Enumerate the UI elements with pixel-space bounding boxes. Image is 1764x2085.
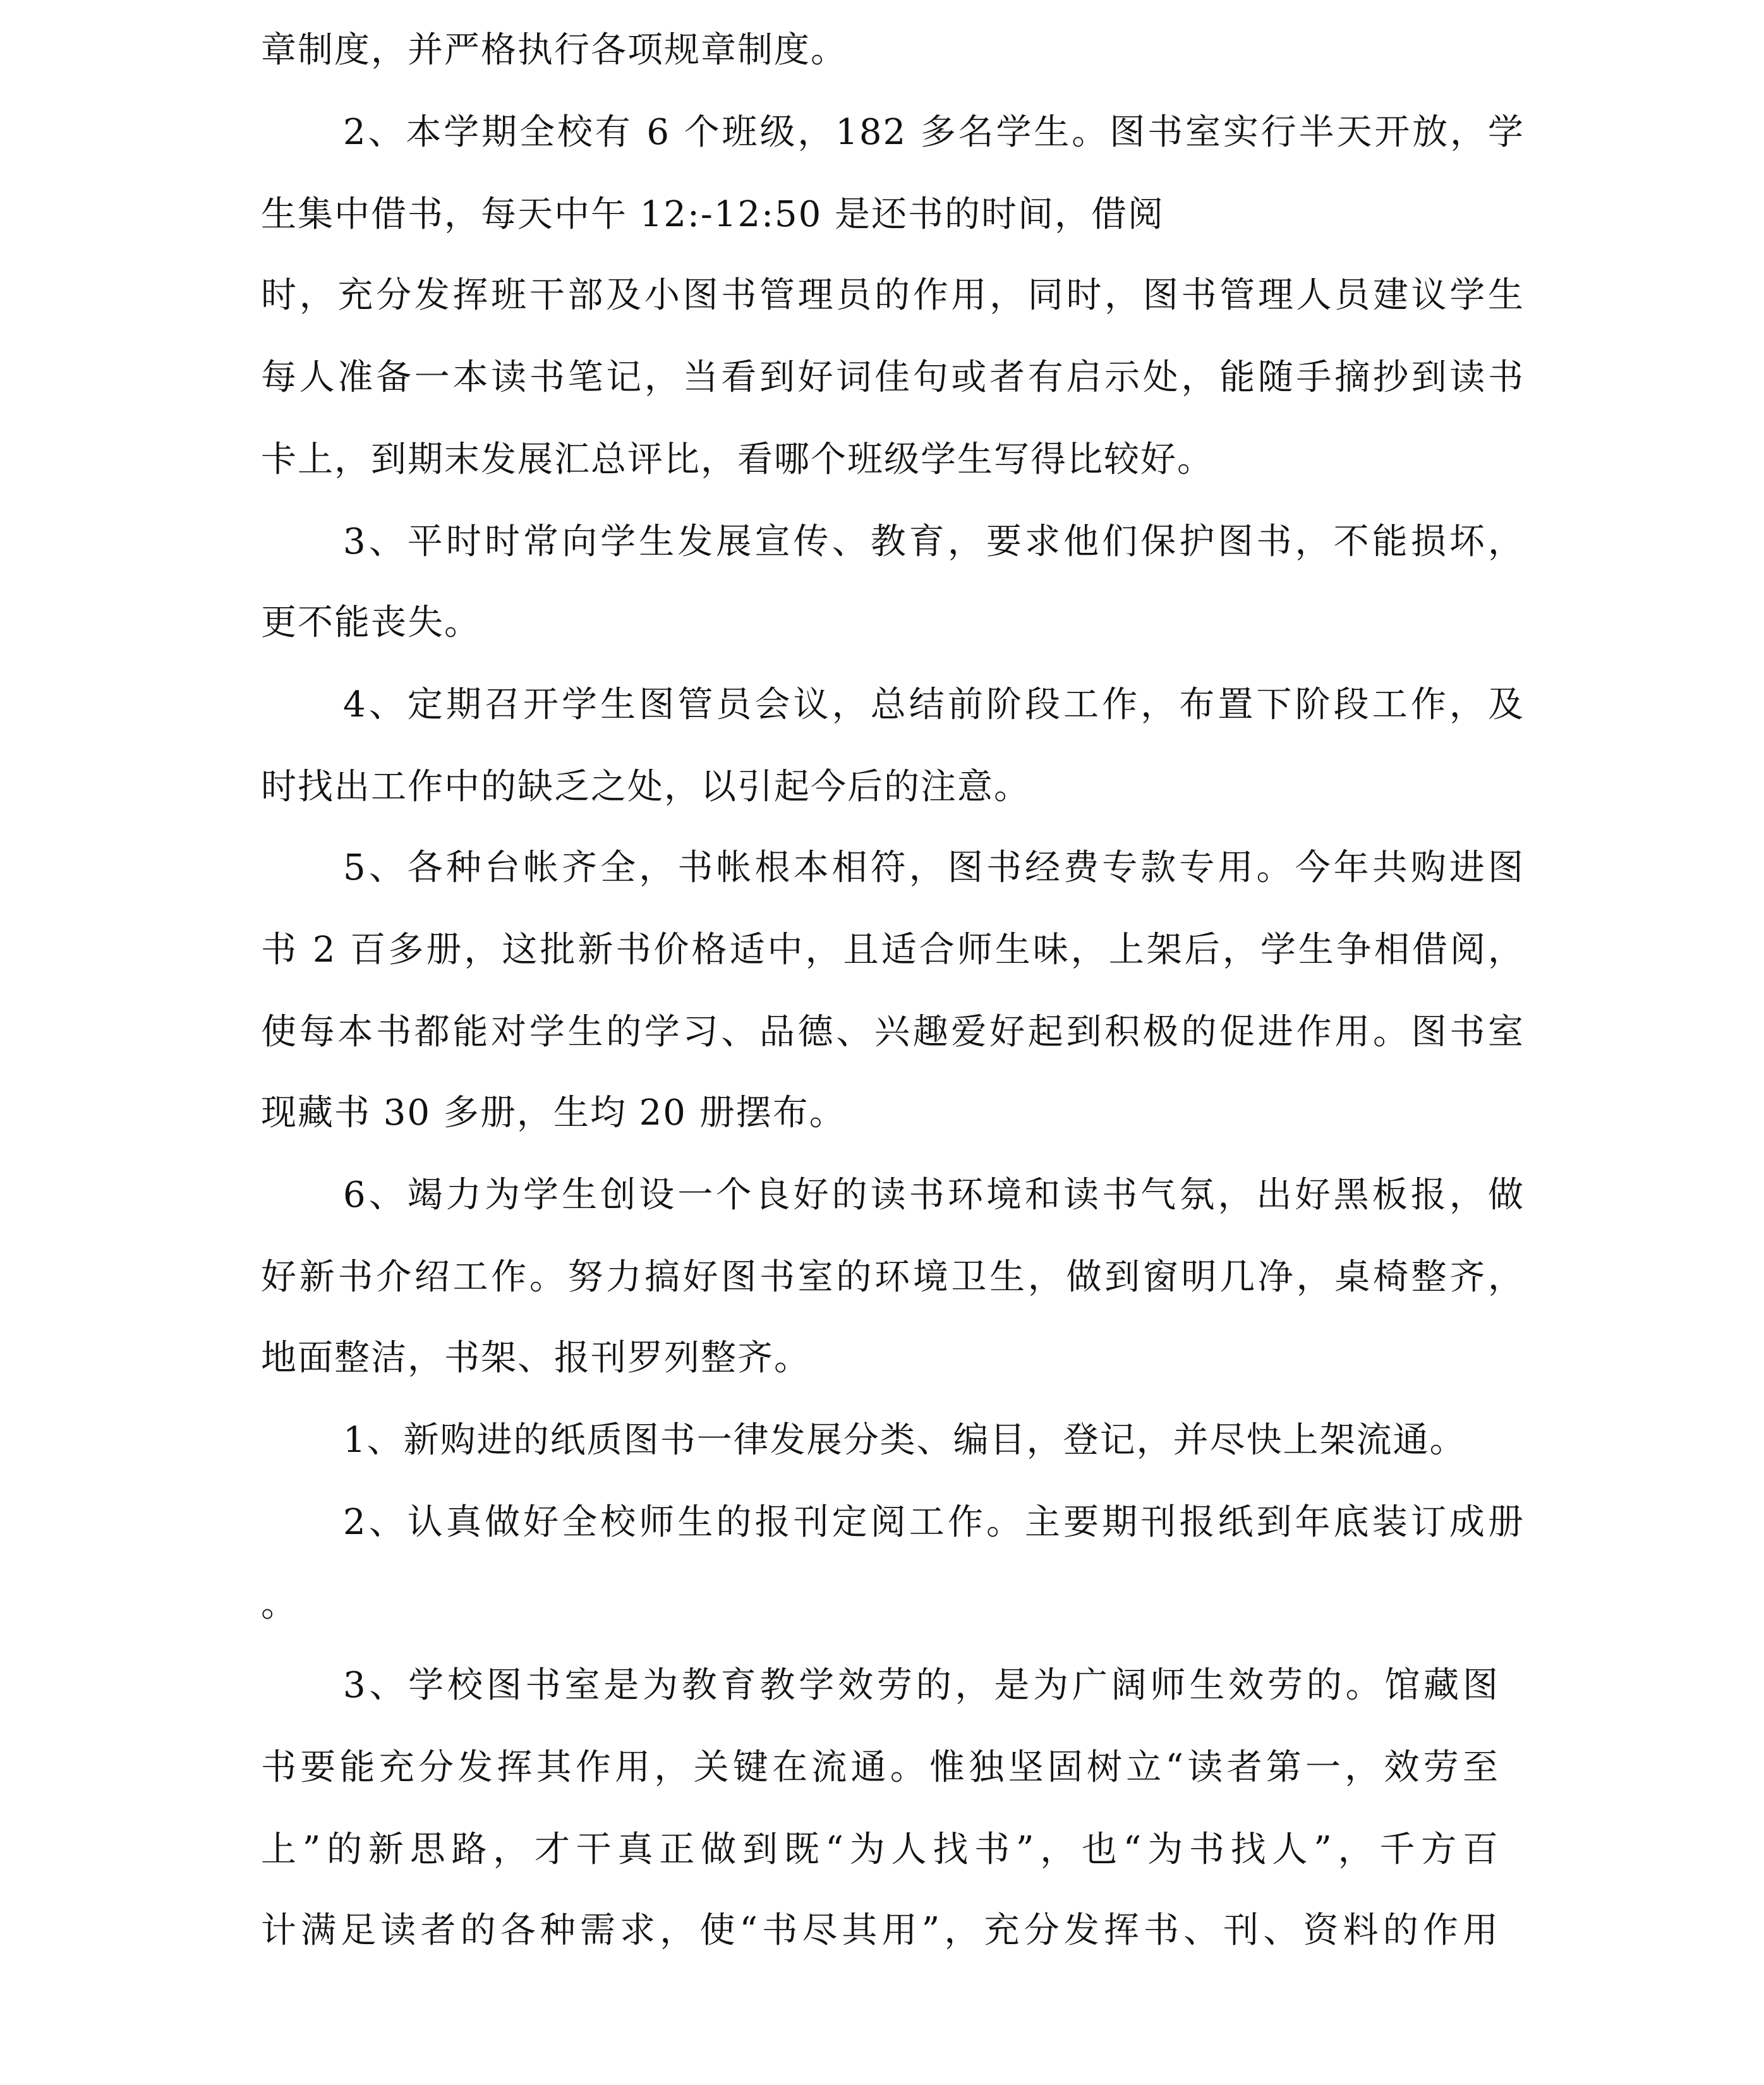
text-line-14: 现藏书 30 多册，生均 20 册摆布。 [261, 1092, 846, 1133]
text-line-13: 使每本书都能对学生的学习、品德、兴趣爱好起到积极的促进作用。图书室 [261, 1012, 1525, 1053]
text-line-8: 更不能丧失。 [261, 602, 481, 643]
text-line-18: 1、新购进的纸质图书一律发展分类、编目，登记，并尽快上架流通。 [343, 1420, 1466, 1461]
text-line-4: 时，充分发挥班干部及小图书管理员的作用，同时，图书管理人员建议学生 [261, 275, 1525, 316]
text-line-10: 时找出工作中的缺乏之处，以引起今后的注意。 [261, 766, 1030, 807]
text-line-12: 书 2 百多册，这批新书价格适中，且适合师生味，上架后，学生争相借阅， [261, 929, 1525, 970]
text-line-5: 每人准备一本读书笔记，当看到好词佳句或者有启示处，能随手摘抄到读书 [261, 357, 1525, 398]
text-line-23: 上”的新思路，才干真正做到既“为人找书”，也“为书找人”，千方百 [261, 1829, 1499, 1870]
text-line-9: 4、定期召开学生图管员会议，总结前阶段工作，布置下阶段工作，及 [343, 684, 1525, 725]
text-line-21: 3、学校图书室是为教育教学效劳的，是为广阔师生效劳的。馆藏图 [343, 1665, 1499, 1706]
text-line-22: 书要能充分发挥其作用，关键在流通。惟独坚固树立“读者第一，效劳至 [261, 1747, 1499, 1788]
text-line-19: 2、认真做好全校师生的报刊定阅工作。主要期刊报纸到年底装订成册 [343, 1502, 1525, 1543]
text-line-15: 6、竭力为学生创设一个良好的读书环境和读书气氛，出好黑板报，做 [343, 1175, 1525, 1216]
text-line-1: 章制度，并严格执行各项规章制度。 [261, 30, 847, 71]
text-line-17: 地面整洁，书架、报刊罗列整齐。 [261, 1338, 811, 1379]
text-line-6: 卡上，到期末发展汇总评比，看哪个班级学生写得比较好。 [261, 439, 1214, 480]
text-line-11: 5、各种台帐齐全，书帐根本相符，图书经费专款专用。今年共购进图 [343, 847, 1525, 888]
text-line-2: 2、本学期全校有 6 个班级，182 多名学生。图书室实行半天开放，学 [343, 112, 1525, 153]
text-line-7: 3、平时时常向学生发展宣传、教育，要求他们保护图书，不能损坏， [343, 521, 1525, 562]
text-line-3: 生集中借书，每天中午 12:-12:50 是还书的时间，借阅 [261, 194, 1165, 235]
text-line-20: 。 [261, 1584, 298, 1625]
text-line-16: 好新书介绍工作。努力搞好图书室的环境卫生，做到窗明几净，桌椅整齐， [261, 1257, 1525, 1298]
text-line-24: 计满足读者的各种需求，使“书尽其用”，充分发挥书、刊、资料的作用 [261, 1910, 1499, 1951]
